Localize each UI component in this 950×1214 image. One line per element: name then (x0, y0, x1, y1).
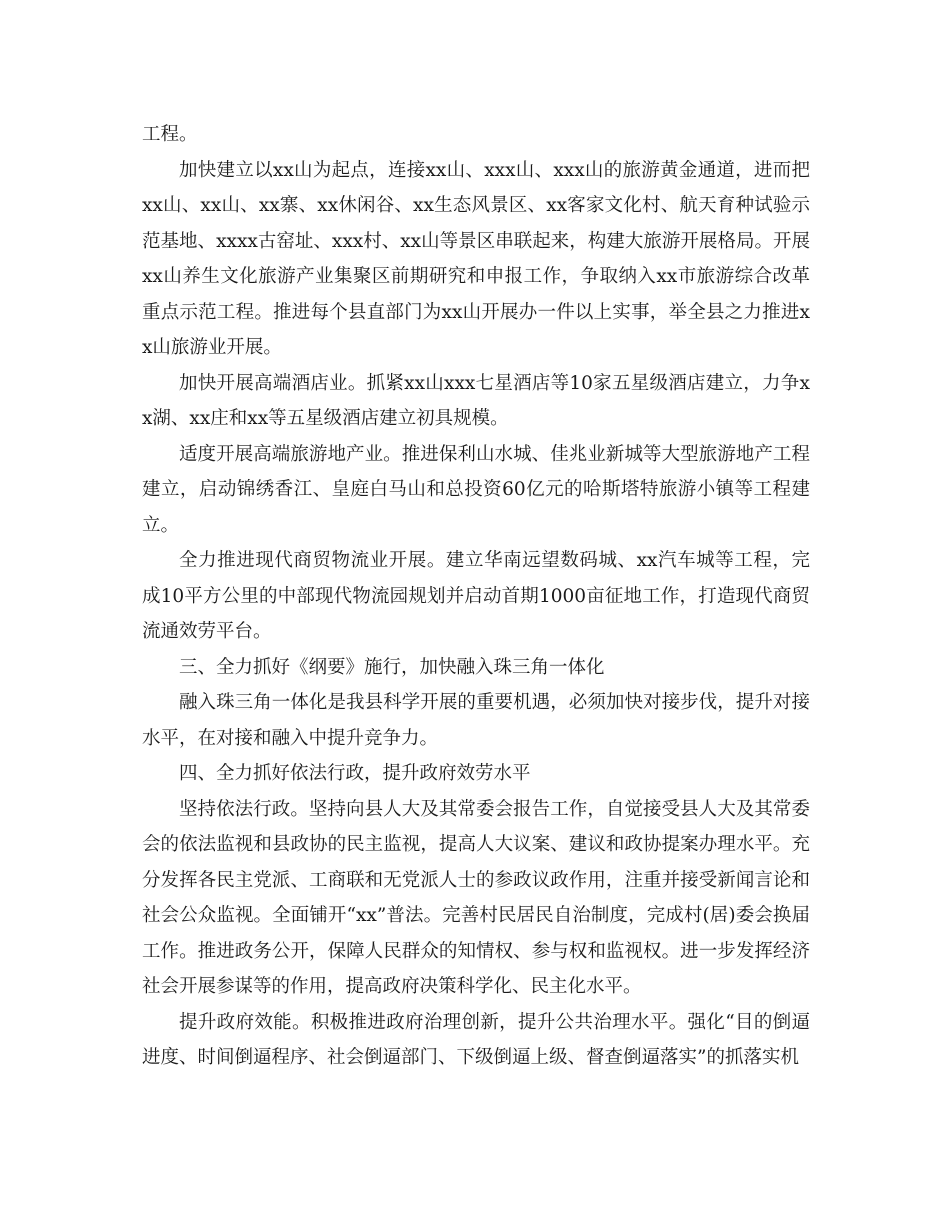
paragraph-tourism-real-estate: 适度开展高端旅游地产业。推进保利山水城、佳兆业新城等大型旅游地产工程建立，启动锦绣香江、皇庭白马山和总投资60亿元的哈斯塔特旅游小镇等工程建立。 (142, 443, 810, 536)
paragraph-rule-of-law: 坚持依法行政。坚持向县人大及其常委会报告工作，自觉接受县人大及其常委会的依法监视和县政协的民主监视，提高人大议案、建议和政协提案办理水平。充分发挥各民主党派、工商联和无党派人士的参政议政作用，注重并接受新闻言论和社会公众监视。全面铺开“xx”普法。完善村民居民自治制度，完成村(居)委会换届工作。推进政务公开，保障人民群众的知情权、参与权和监视权。进一步发挥经济社会开展参谋等的作用，提高政府决策科学化、民主化水平。 (142, 798, 810, 997)
paragraph-hotel-industry: 加快开展高端酒店业。抓紧xx山xxx七星酒店等10家五星级酒店建立，力争xx湖、xx庄和xx等五星级酒店建立初具规模。 (142, 372, 810, 429)
paragraph-continuation: 工程。 (142, 124, 198, 145)
paragraph-pearl-river-integration: 融入珠三角一体化是我县科学开展的重要机遇，必须加快对接步伐，提升对接水平，在对接和融入中提升竞争力。 (142, 692, 810, 749)
paragraph-tourism-corridor: 加快建立以xx山为起点，连接xx山、xxx山、xxx山的旅游黄金通道，进而把xx山、xx山、xx寨、xx休闲谷、xx生态风景区、xx客家文化村、航天育种试验示范基地、xxxx古窑址、xxx村、xx山等景区串联起来，构建大旅游开展格局。开展xx山养生文化旅游产业集聚区前期研究和申报工作，争取纳入xx市旅游综合改革重点示范工程。推进每个县直部门为xx山开展办一件以上实事，举全县之力推进xx山旅游业开展。 (142, 159, 810, 358)
paragraph-logistics: 全力推进现代商贸物流业开展。建立华南远望数码城、xx汽车城等工程，完成10平方公里的中部现代物流园规划并启动首期1000亩征地工作，打造现代商贸流通效劳平台。 (142, 550, 810, 642)
section-heading-three: 三、全力抓好《纲要》施行，加快融入珠三角一体化 (179, 656, 605, 678)
paragraph-government-efficiency: 提升政府效能。积极推进政府治理创新，提升公共治理水平。强化“目的倒逼进度、时间倒逼程序、社会倒逼部门、下级倒逼上级、督查倒逼落实”的抓落实机 (142, 1011, 810, 1068)
document-body (142, 117, 810, 1076)
section-heading-four: 四、全力抓好依法行政，提升政府效劳水平 (179, 763, 531, 784)
